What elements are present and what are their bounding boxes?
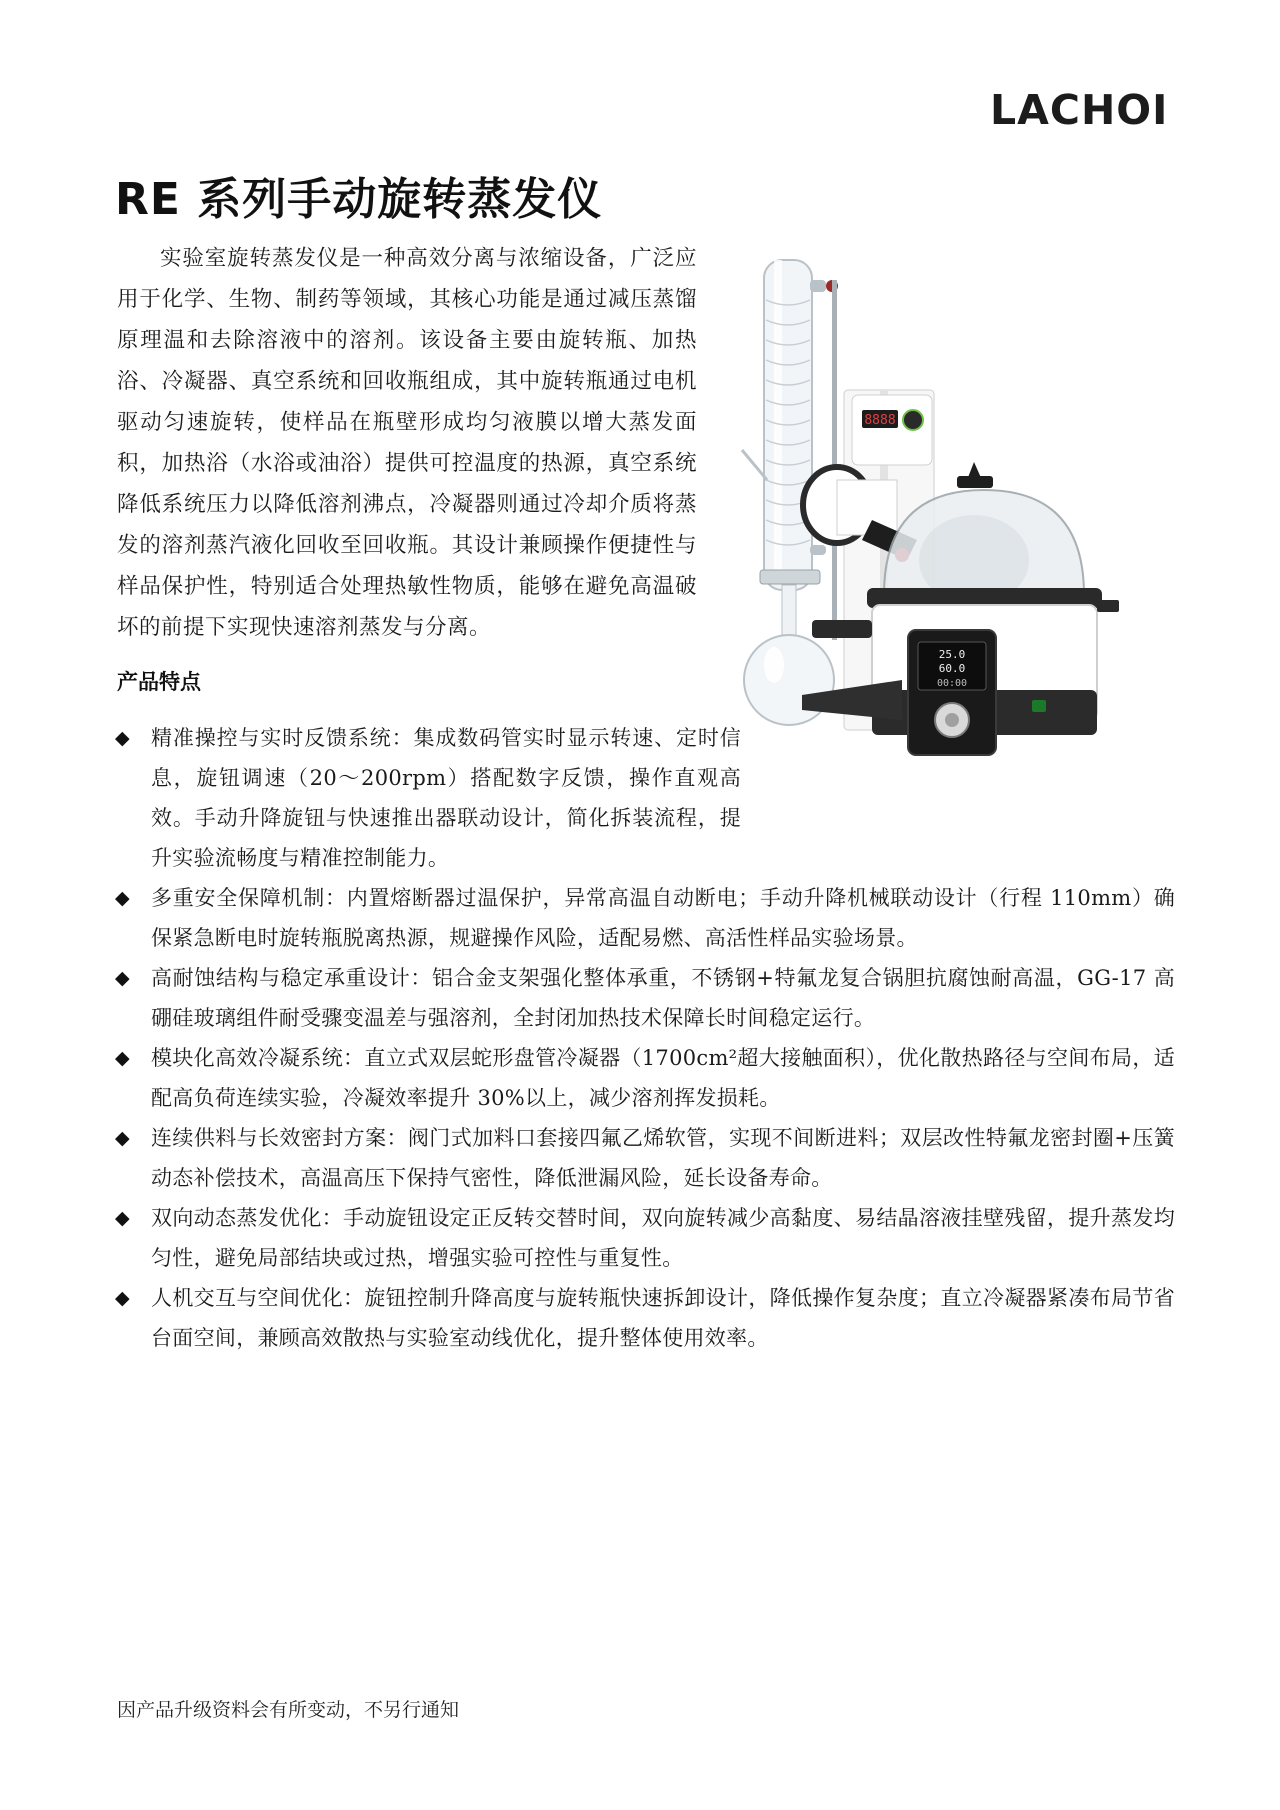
list-item (115, 1038, 1175, 1118)
diamond-bullet-icon: ◆ (115, 1127, 130, 1149)
diamond-bullet-icon: ◆ (115, 887, 130, 909)
diamond-bullet-icon: ◆ (115, 1207, 130, 1229)
feature-text: 精准操控与实时反馈系统：集成数码管实时显示转速、定时信息，旋钮调速（20～200rpm）搭配数字反馈，操作直观高效。手动升降旋钮与快速推出器联动设计，简化拆装流程，提升实验流畅度与精准控制能力。 (151, 726, 741, 870)
list-item (115, 1118, 1175, 1198)
feature-text: 人机交互与空间优化：旋钮控制升降高度与旋转瓶快速拆卸设计，降低操作复杂度；直立冷凝器紧凑布局节省台面空间，兼顾高效散热与实验室动线优化，提升整体使用效率。 (151, 1286, 1175, 1350)
feature-text: 双向动态蒸发优化：手动旋钮设定正反转交替时间，双向旋转减少高黏度、易结晶溶液挂壁残留，提升蒸发均匀性，避免局部结块或过热，增强实验可控性与重复性。 (151, 1206, 1175, 1270)
feature-text: 连续供料与长效密封方案：阀门式加料口套接四氟乙烯软管，实现不间断进料；双层改性特氟龙密封圈+压簧动态补偿技术，高温高压下保持气密性，降低泄漏风险，延长设备寿命。 (151, 1126, 1175, 1190)
brand-logo: LACHOI (990, 86, 1169, 134)
list-item (115, 958, 1175, 1038)
list-item (115, 718, 741, 878)
footer-note: 因产品升级资料会有所变动，不另行通知 (117, 1699, 460, 1721)
controller-line-1: 25.0 (938, 648, 966, 661)
features-list (115, 718, 1175, 1358)
controller-line-2: 60.0 (938, 662, 966, 675)
list-item (115, 1198, 1175, 1278)
diamond-bullet-icon: ◆ (115, 727, 130, 749)
controller-line-3: 00:00 (936, 678, 968, 689)
panel-readout: 8888 (864, 413, 896, 428)
list-item (115, 878, 1175, 958)
feature-text: 模块化高效冷凝系统：直立式双层蛇形盘管冷凝器（1700cm²超大接触面积），优化散热路径与空间布局，适配高负荷连续实验，冷凝效率提升 30%以上，减少溶剂挥发损耗。 (151, 1046, 1175, 1110)
features-heading: 产品特点 (117, 670, 201, 694)
list-item (115, 1278, 1175, 1358)
diamond-bullet-icon: ◆ (115, 1047, 130, 1069)
diamond-bullet-icon: ◆ (115, 1287, 130, 1309)
intro-paragraph: 实验室旋转蒸发仪是一种高效分离与浓缩设备，广泛应用于化学、生物、制药等领域，其核心功能是通过减压蒸馏原理温和去除溶液中的溶剂。该设备主要由旋转瓶、加热浴、冷凝器、真空系统和回收瓶组成，其中旋转瓶通过电机驱动匀速旋转，使样品在瓶壁形成均匀液膜以增大蒸发面积，加热浴（水浴或油浴）提供可控温度的热源，真空系统降低系统压力以降低溶剂沸点，冷凝器则通过冷却介质将蒸发的溶剂蒸汽液化回收至回收瓶。其设计兼顾操作便捷性与样品保护性，特别适合处理热敏性物质，能够在避免高温破坏的前提下实现快速溶剂蒸发与分离。 (117, 246, 697, 640)
page-title: RE 系列手动旋转蒸发仪 (115, 174, 603, 225)
feature-text: 高耐蚀结构与稳定承重设计：铝合金支架强化整体承重，不锈钢+特氟龙复合锅胆抗腐蚀耐高温，GG-17 高硼硅玻璃组件耐受骤变温差与强溶剂，全封闭加热技术保障长时间稳定运行。 (151, 966, 1175, 1030)
diamond-bullet-icon: ◆ (115, 967, 130, 989)
feature-text: 多重安全保障机制：内置熔断器过温保护，异常高温自动断电；手动升降机械联动设计（行程 110mm）确保紧急断电时旋转瓶脱离热源，规避操作风险，适配易燃、高活性样品实验场景。 (151, 886, 1175, 950)
